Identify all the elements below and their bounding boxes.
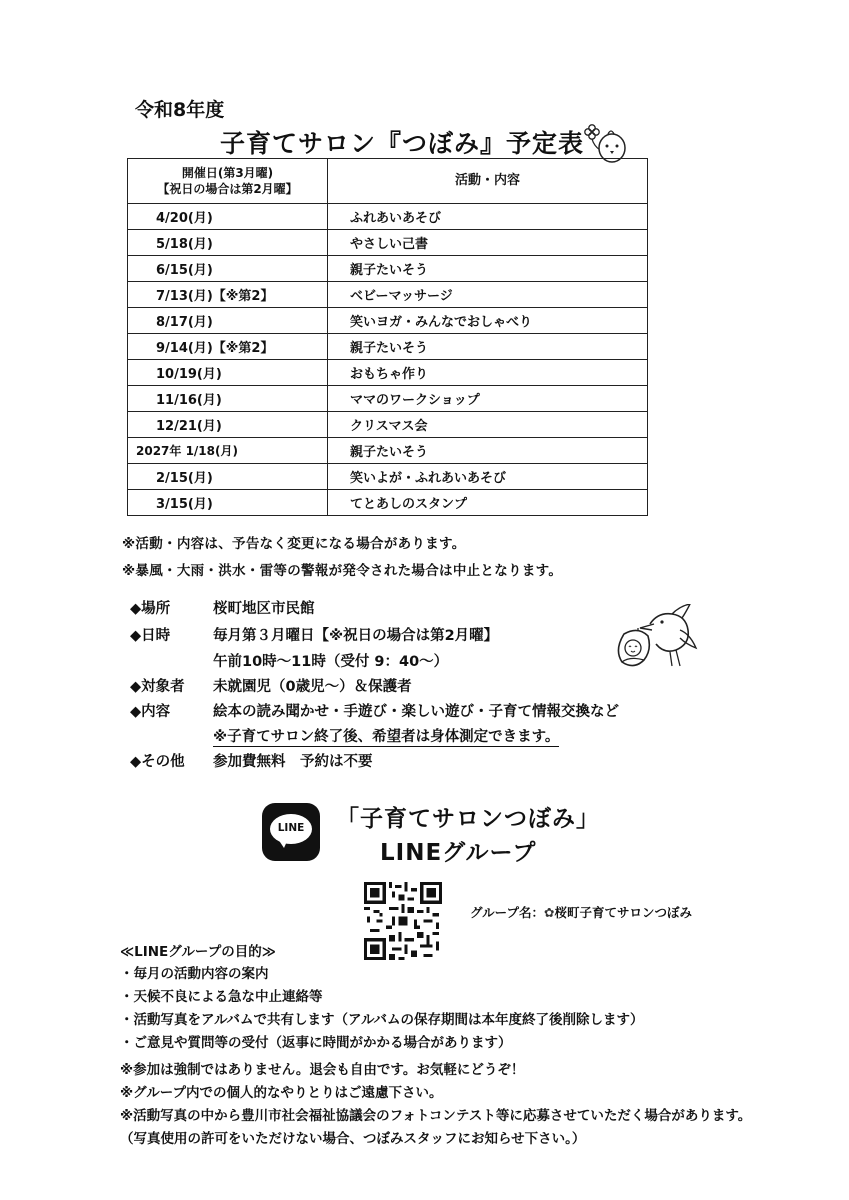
- footer-note: ※参加は強制ではありません。退会も自由です。お気軽にどうぞ！: [120, 1062, 525, 1078]
- schedule-activity: 笑いよが・ふれあいあそび: [328, 464, 648, 490]
- other-label: ◆その他: [130, 754, 185, 770]
- place-value: 桜町地区市民館: [213, 601, 315, 617]
- flower-icon: ✿: [544, 905, 555, 920]
- line-logo-text: LINE: [277, 822, 305, 834]
- date-header-line2: 【祝日の場合は第2月曜】: [157, 182, 298, 196]
- target-value: 未就園児（0歳児～）＆保護者: [213, 679, 412, 695]
- date-header-line1: 開催日(第3月曜): [181, 166, 274, 180]
- purpose-heading: ≪LINEグループの目的≫: [120, 944, 276, 960]
- content-label: ◆内容: [130, 704, 171, 720]
- schedule-activity: 親子たいそう: [328, 438, 648, 464]
- schedule-activity: やさしい己書: [328, 230, 648, 256]
- measurement-note: [213, 725, 559, 746]
- schedule-activity: 親子たいそう: [328, 334, 648, 360]
- activity-column-header: 活動・内容: [328, 159, 648, 204]
- schedule-date: 12/21(月): [128, 412, 328, 438]
- target-label: ◆対象者: [130, 679, 185, 695]
- other-value: 参加費無料 予約は不要: [213, 754, 373, 770]
- footer-note: （写真使用の許可をいただけない場合、つぼみスタッフにお知らせ下さい。）: [120, 1131, 586, 1147]
- schedule-table: [127, 158, 648, 516]
- schedule-date: 10/19(月): [128, 360, 328, 386]
- schedule-activity: ベビーマッサージ: [328, 282, 648, 308]
- list-item: ・毎月の活動内容の案内: [120, 966, 269, 982]
- schedule-date: 9/14(月)【※第2】: [128, 334, 328, 360]
- warning-notice: ※暴風・大雨・洪水・雷等の警報が発令された場合は中止となります。: [122, 563, 563, 579]
- table-row: [128, 256, 648, 282]
- list-item: ・活動写真をアルバムで共有します（アルバムの保存期間は本年度終了後削除します）: [120, 1012, 644, 1028]
- schedule-date: 5/18(月): [128, 230, 328, 256]
- table-row: [128, 386, 648, 412]
- schedule-date: 11/16(月): [128, 386, 328, 412]
- list-item: ・天候不良による急な中止連絡等: [120, 989, 323, 1005]
- group-name-label: グループ名：: [470, 905, 545, 920]
- table-row: [128, 230, 648, 256]
- line-group-title: 「子育てサロンつぼみ」: [336, 806, 600, 832]
- list-item: ・ご意見や質問等の受付（返事に時間がかかる場合があります）: [120, 1035, 512, 1051]
- fiscal-year: 令和8年度: [135, 99, 225, 121]
- table-row: [128, 490, 648, 516]
- schedule-activity: おもちゃ作り: [328, 360, 648, 386]
- table-row: [128, 334, 648, 360]
- qr-code-icon[interactable]: [364, 882, 442, 960]
- time-label: ◆日時: [130, 628, 171, 644]
- measurement-note-text: ※子育てサロン終了後、希望者は身体測定できます。: [213, 729, 560, 745]
- line-group-subtitle: LINEグループ: [380, 840, 537, 866]
- schedule-activity: ふれあいあそび: [328, 204, 648, 230]
- schedule-date: 2027年 1/18(月): [128, 438, 328, 464]
- schedule-date: 7/13(月)【※第2】: [128, 282, 328, 308]
- table-row: [128, 204, 648, 230]
- schedule-date: 3/15(月): [128, 490, 328, 516]
- group-name-value: 桜町子育てサロンつぼみ: [554, 905, 693, 920]
- schedule-date: 6/15(月): [128, 256, 328, 282]
- table-row: [128, 360, 648, 386]
- schedule-date: 8/17(月): [128, 308, 328, 334]
- footer-note: ※グループ内での個人的なやりとりはご遠慮下さい。: [120, 1085, 443, 1101]
- schedule-activity: 親子たいそう: [328, 256, 648, 282]
- schedule-date: 2/15(月): [128, 464, 328, 490]
- schedule-activity: てとあしのスタンプ: [328, 490, 648, 516]
- page-title: 子育てサロン『つぼみ』予定表: [220, 129, 585, 158]
- schedule-header-row: [128, 159, 648, 204]
- schedule-activity: 笑いヨガ・みんなでおしゃべり: [328, 308, 648, 334]
- content-value: 絵本の読み聞かせ・手遊び・楽しい遊び・子育て情報交換など: [213, 704, 619, 720]
- table-row: [128, 464, 648, 490]
- schedule-activity: ママのワークショップ: [328, 386, 648, 412]
- table-row: [128, 282, 648, 308]
- time-value-detail: 午前10時～11時（受付 9：40～）: [213, 654, 449, 670]
- line-app-icon: [262, 803, 320, 861]
- change-notice: ※活動・内容は、予告なく変更になる場合があります。: [122, 536, 466, 552]
- schedule-date: 4/20(月): [128, 204, 328, 230]
- time-value: 毎月第３月曜日【※祝日の場合は第2月曜】: [213, 628, 499, 644]
- schedule-activity: クリスマス会: [328, 412, 648, 438]
- place-label: ◆場所: [130, 601, 171, 617]
- stork-baby-icon: [610, 604, 698, 676]
- table-row: [128, 412, 648, 438]
- table-row: [128, 438, 648, 464]
- group-name-line: [470, 903, 692, 921]
- footer-note: ※活動写真の中から豊川市社会福祉協議会のフォトコンテスト等に応募させていただく場合があります。: [120, 1108, 752, 1124]
- date-column-header: [128, 159, 328, 204]
- table-row: [128, 308, 648, 334]
